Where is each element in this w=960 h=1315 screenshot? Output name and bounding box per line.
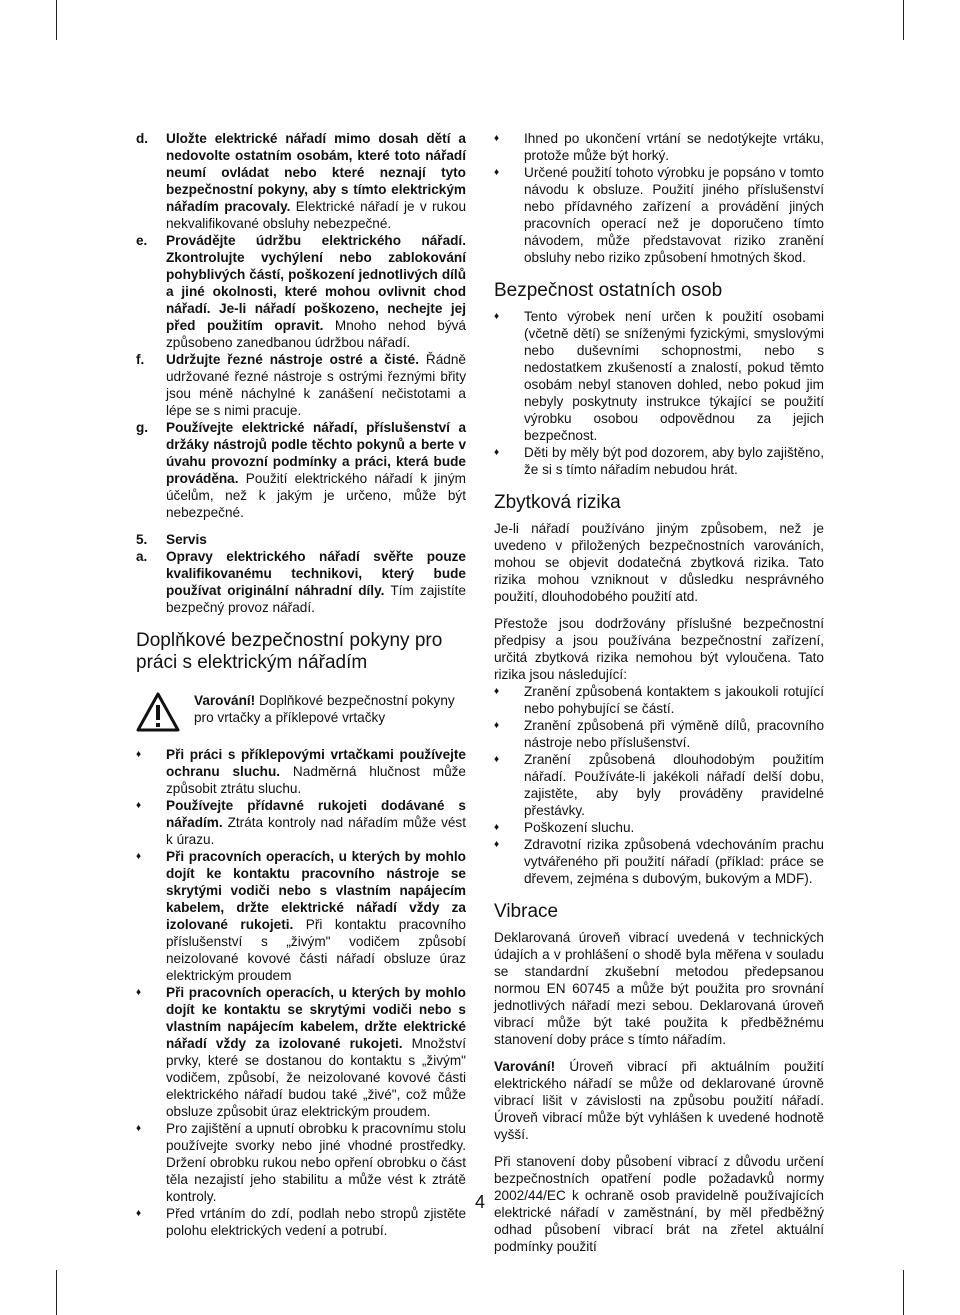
left-column xyxy=(136,130,466,1239)
warning-icon xyxy=(136,692,180,732)
bullet-item: ♦ Při pracovních operacích, u kterých by mohlo dojít ke kontaktu pracovního nástroje se skrytými vodiči nebo s vlastním napájecím kabelem, držte elektrické nářadí vždy za izolované rukojeti. Při kontaktu pracovního příslušenství s „živým" vodičem způsobí neizolované kovové části nářadí obsluze úraz elektrickým proudem xyxy=(136,849,466,983)
diamond-bullet-icon: ♦ xyxy=(494,839,500,850)
bullet-item: ♦ Děti by měly být pod dozorem, aby bylo zajištěno, že si s tímto nářadím nebudou hrát. xyxy=(494,445,824,477)
safety-item-d: d. Uložte elektrické nářadí mimo dosah dětí a nedovolte ostatním osobám, které toto nářadí neumí ovládat nebo které neznají tyto bezpečnostní pokyny, aby s tímto elektrickým nářadím pracovaly. Elektrické nářadí je v rukou nekvalifikované obsluhy nebezpečné. xyxy=(136,131,466,231)
diamond-bullet-icon: ♦ xyxy=(494,822,500,833)
paragraph-vibration-3: Při stanovení doby působení vibrací z důvodu určení bezpečnostních opatření podle požadavků normy 2002/44/EC k ochraně osob pravidelně používajících elektrické nářadí v zaměstnání, by měl předběžný odhad působení vibrací brát na zřetel aktuální podmínky použití xyxy=(494,1154,824,1254)
bullet-list-risks xyxy=(494,683,824,887)
bullet-item: ♦ Při pracovních operacích, u kterých by mohlo dojít ke kontaktu se skrytými vodiči nebo s vlastním napájecím kabelem, držte elektrické nářadí vždy za izolované rukojeti. Množství prvky, které se dostanou do kontaktu s „živým" vodičem, způsobí, že neizolované kovové části elektrického nářadí budou také „živé", což může obsluze způsobit úraz elektrickým proudem. xyxy=(136,985,467,1119)
bullet-item: ♦ Pro zajištění a upnutí obrobku k pracovnímu stolu používejte svorky nebo jiné vhodné prostředky. Držení obrobku rukou nebo opření obrobku o část těla nezajistí jeho stabilitu a může vést k ztrátě kontroly. xyxy=(136,1121,467,1204)
right-column xyxy=(494,130,824,1255)
bullet-item: ♦ Před vrtáním do zdí, podlah nebo stropů zjistěte polohu elektrických vedení a potrubí. xyxy=(136,1206,466,1238)
safety-item-f: f. Udržujte řezné nástroje ostré a čisté. Řádně udržované řezné nástroje s ostrými řeznými břity jsou méně náchylné k zanášení nečistotami a lépe se s nimi pracuje. xyxy=(136,352,466,418)
diamond-bullet-icon: ♦ xyxy=(136,1123,142,1134)
diamond-bullet-icon: ♦ xyxy=(136,800,142,811)
crop-mark xyxy=(56,0,57,40)
diamond-bullet-icon: ♦ xyxy=(136,987,142,998)
warning-block: Varování! Doplňkové bezpečnostní pokyny pro vrtačky a příklepové vrtačky xyxy=(136,692,466,736)
servis-item-a: a. Opravy elektrického nářadí svěřte pouze kvalifikovanému technikovi, který bude používat originální náhradní díly. Tím zajistíte bezpečný provoz nářadí. xyxy=(136,549,466,615)
crop-mark xyxy=(903,1270,904,1315)
diamond-bullet-icon: ♦ xyxy=(494,754,500,765)
heading-residual-risks: Zbytková rizika xyxy=(494,492,621,513)
bullet-item: ♦ Zranění způsobená při výměně dílů, pracovního nástroje nebo příslušenství. xyxy=(494,718,824,750)
diamond-bullet-icon: ♦ xyxy=(494,311,500,322)
section-servis: 5. Servis xyxy=(136,532,207,547)
crop-mark xyxy=(903,0,904,40)
heading-others-safety: Bezpečnost ostatních osob xyxy=(494,280,723,301)
heading-additional-safety: Doplňkové bezpečnostní pokyny pro práci s elektrickým nářadím xyxy=(136,630,443,673)
diamond-bullet-icon: ♦ xyxy=(494,133,500,144)
page-number: 4 xyxy=(474,1192,485,1212)
bullet-item: ♦ Poškození sluchu. xyxy=(494,820,635,835)
diamond-bullet-icon: ♦ xyxy=(136,749,142,760)
bullet-item: ♦ Zranění způsobená kontaktem s jakoukoli rotující nebo pohybující se částí. xyxy=(494,684,824,716)
diamond-bullet-icon: ♦ xyxy=(494,167,500,178)
bullet-list-others xyxy=(494,308,824,478)
bullet-item: ♦ Ihned po ukončení vrtání se nedotýkejte vrtáku, protože může být horký. xyxy=(494,131,824,163)
diamond-bullet-icon: ♦ xyxy=(136,1208,142,1219)
heading-vibration: Vibrace xyxy=(494,901,559,922)
paragraph-risks-2: Přestože jsou dodržovány příslušné bezpečnostní předpisy a jsou používána bezpečnostní zařízení, určitá zbytková rizika nemohou být vyloučena. Tato rizika jsou následující: xyxy=(494,616,824,682)
bullet-list-drilling xyxy=(494,130,824,266)
bullet-item: ♦ Zdravotní rizika způsobená vdechováním prachu vytvářeného při použití nářadí (příklad: práce se dřevem, zejména s dubovým, bukovým a MDF). xyxy=(494,837,824,886)
paragraph-vibration-1: Deklarovaná úroveň vibrací uvedená v technických údajích a v prohlášení o shodě byla měřena v souladu se standardní zkušební metodou předepsanou normou EN 60745 a může být použita pro srovnání jednotlivých nářadí mezi sebou. Deklarovaná úroveň vibrací může být také použita k předběžnému stanovení doby práce s tímto nářadím. xyxy=(494,930,824,1047)
paragraph-vibration-2: Varování! Úroveň vibrací při aktuálním použití elektrického nářadí se může od deklarované úrovně vibrací lišit v závislosti na způsobu použití nářadí. Úroveň vibrací může být vyhlášen k uvedené hodnotě vyšší. xyxy=(494,1059,824,1142)
diamond-bullet-icon: ♦ xyxy=(494,447,500,458)
bullet-item: ♦ Zranění způsobená dlouhodobým použitím nářadí. Používáte-li jakékoli nářadí delší dobu, zajistěte, aby byly prováděny pravidelné přestávky. xyxy=(494,752,824,818)
safety-item-g: g. Používejte elektrické nářadí, příslušenství a držáky nástrojů podle těchto pokynů a berte v úvahu provozní podmínky a práci, která bude prováděna. Použití elektrického nářadí k jiným účelům, než k jakým je určeno, může být nebezpečné. xyxy=(136,420,466,520)
bullet-item: ♦ Používejte přídavné rukojeti dodávané s nářadím. Ztráta kontroly nad nářadím může vést k úrazu. xyxy=(136,798,466,847)
bullet-item: ♦ Určené použití tohoto výrobku je popsáno v tomto návodu k obsluze. Použití jiného příslušenství nebo přídavného zařízení a provádění jiných pracovních operací než je doporučeno tímto návodem, může představovat riziko zranění obsluhy nebo riziko způsobení hmotných škod. xyxy=(494,165,824,265)
diamond-bullet-icon: ♦ xyxy=(494,686,500,697)
paragraph-risks-1: Je-li nářadí používáno jiným způsobem, než je uvedeno v přiložených bezpečnostních varováních, mohou se objevit dodatečná zbytková rizika. Tato rizika mohou vzniknout v důsledku nesprávného použití, dlouhodobého použití atd. xyxy=(494,521,824,604)
diamond-bullet-icon: ♦ xyxy=(494,720,500,731)
left-bullet-list xyxy=(136,746,466,1239)
diamond-bullet-icon: ♦ xyxy=(136,851,142,862)
safety-item-e: e. Provádějte údržbu elektrického nářadí. Zkontrolujte vychýlení nebo zablokování pohyblivých částí, poškození jednotlivých dílů a jiné okolnosti, které mohou ovlivnit chod nářadí. Je-li nářadí poškozeno, nechejte jej před použitím opravit. Mnoho nehod bývá způsobeno zanedbanou údržbou nářadí. xyxy=(136,233,466,350)
bullet-item: ♦ Při práci s příklepovými vrtačkami používejte ochranu sluchu. Nadměrná hlučnost může způsobit ztrátu sluchu. xyxy=(136,747,466,796)
crop-mark xyxy=(56,1270,57,1315)
bullet-item: ♦ Tento výrobek není určen k použití osobami (včetně dětí) se sníženými fyzickými, smyslovými nebo duševními schopnostmi, nebo s nedostatkem zkušeností a znalostí, pokud těmto osobám nebyl stanoven dohled, nebo pokud jim nebyly poskytnuty instrukce týkající se použití výrobku osobou odpovědnou za jejich bezpečnost. xyxy=(494,309,824,443)
